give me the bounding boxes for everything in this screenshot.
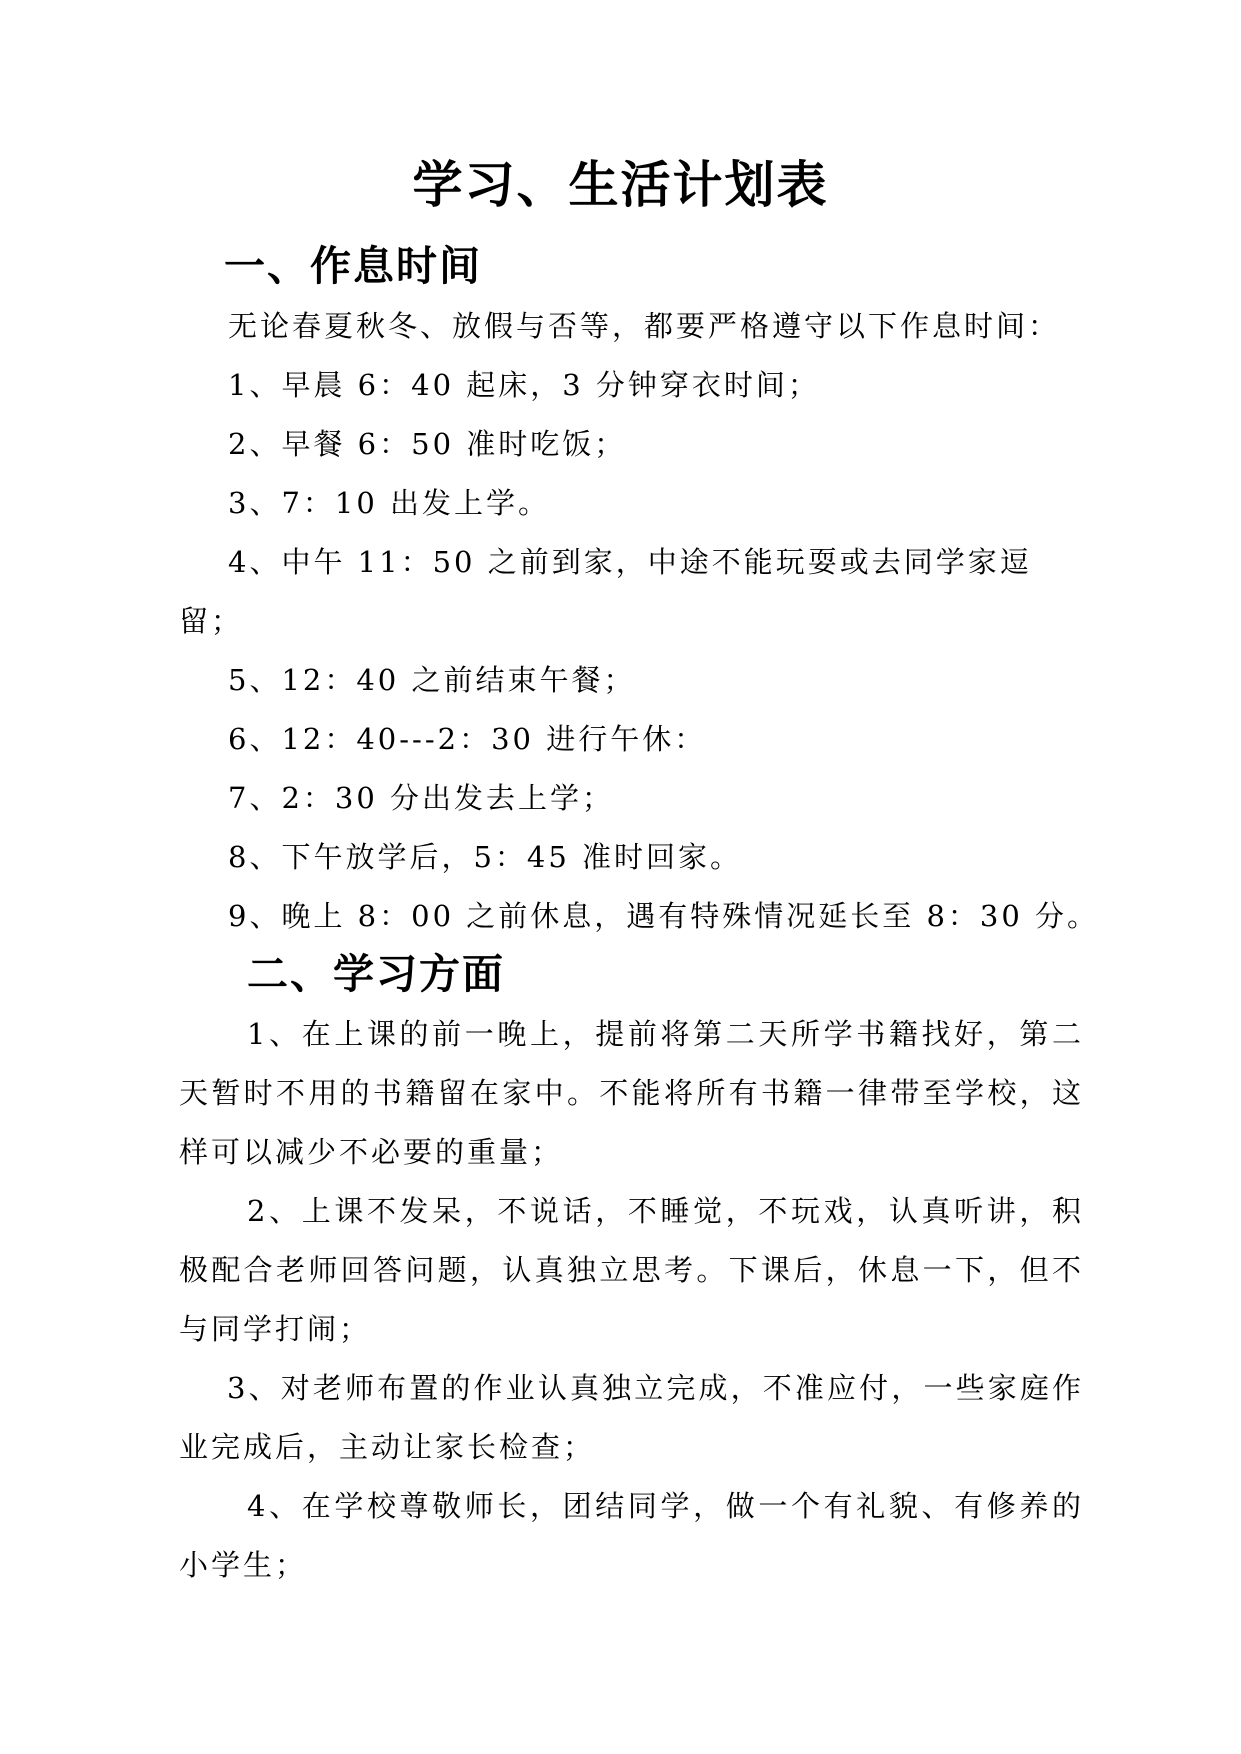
study-paragraph: 1、在上课的前一晚上，提前将第二天所学书籍找好，第二天暂时不用的书籍留在家中。不能将所有书籍一律带至学校，这样可以减少不必要的重量； [179, 1017, 1084, 1169]
schedule-item: 1、早晨 6：40 起床，3 分钟穿衣时间； [228, 368, 820, 402]
document-title: 学习、生活计划表 [412, 155, 829, 214]
schedule-item: 4、中午 11：50 之前到家，中途不能玩耍或去同学家逗 [228, 545, 1032, 579]
schedule-item: 3、7：10 出发上学。 [228, 486, 551, 520]
schedule-item-continuation: 留； [179, 604, 244, 638]
study-paragraph: 4、在学校尊敬师长，团结同学，做一个有礼貌、有修养的小学生； [179, 1489, 1084, 1582]
study-paragraph: 2、上课不发呆，不说话，不睡觉，不玩戏，认真听讲，积极配合老师回答问题，认真独立思考。下课后，休息一下，但不与同学打闹； [179, 1194, 1084, 1346]
section-heading-schedule: 一、作息时间 [224, 242, 482, 290]
study-paragraph: 3、对老师布置的作业认真独立完成，不准应付，一些家庭作业完成后，主动让家长检查； [179, 1371, 1084, 1464]
section-heading-study: 二、学习方面 [247, 950, 505, 998]
schedule-item: 5、12：40 之前结束午餐； [228, 663, 636, 697]
schedule-item: 2、早餐 6：50 准时吃饭； [228, 427, 627, 461]
schedule-item: 6、12：40---2：30 进行午休： [228, 722, 707, 756]
schedule-item: 9、晚上 8：00 之前休息，遇有特殊情况延长至 8：30 分。 [228, 899, 1100, 933]
schedule-intro: 无论春夏秋冬、放假与否等，都要严格遵守以下作息时间： [228, 309, 1061, 343]
schedule-item: 7、2：30 分出发去上学； [228, 781, 615, 815]
schedule-item: 8、下午放学后，5：45 准时回家。 [228, 840, 743, 874]
